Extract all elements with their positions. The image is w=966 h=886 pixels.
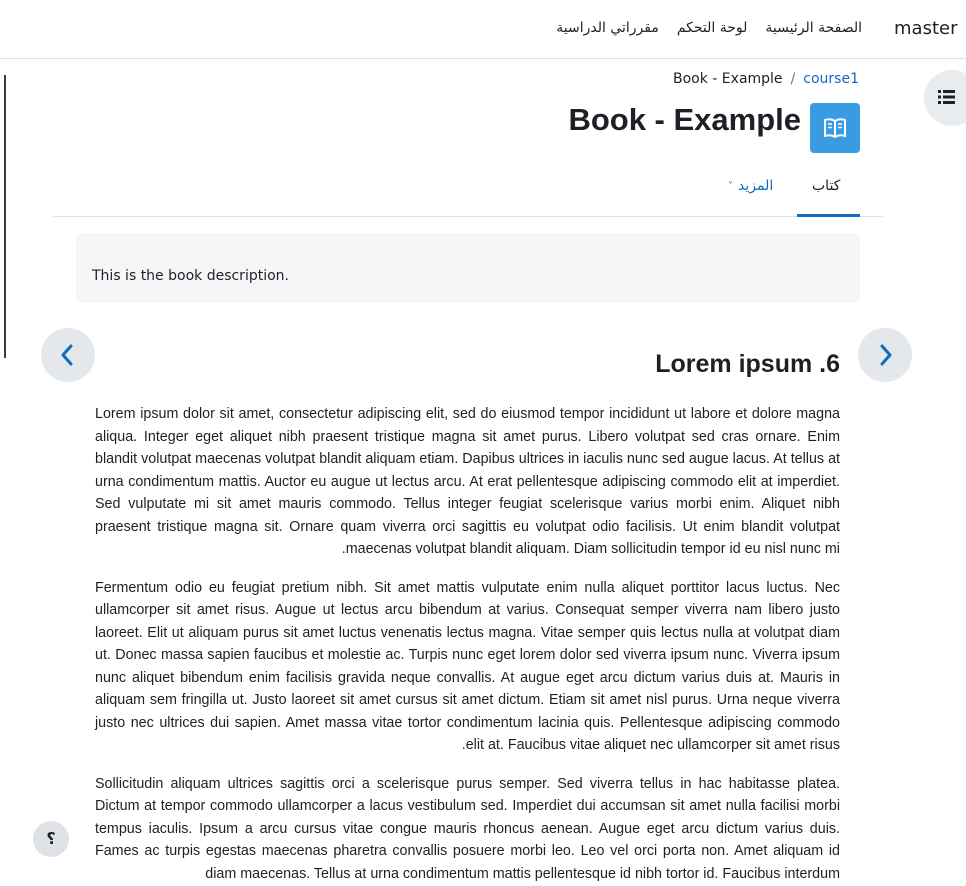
primary-navigation — [556, 20, 862, 36]
book-icon — [822, 116, 848, 140]
activity-icon-container — [810, 103, 860, 153]
page-title: Book - Example — [568, 102, 801, 137]
nav-link-home[interactable]: الصفحة الرئيسية — [765, 20, 862, 36]
chapter-paragraph: Fermentum odio eu feugiat pretium nibh. Sit amet mattis vulputate enim nulla aliquet porttitor lacus luctus. Nec ullamcorper sit amet risus. Augue ut lectus arcu bibendum at varius. Consequat semper viverra nam libero justo laoreet. Elit ut aliquam purus sit amet luctus venenatis lectus magna. Vitae semper quis lectus nulla at volutpat diam ut. Donec massa sapien faucibus et molestie ac. Turpis nunc eget lorem dolor sed viverra ipsum nunc. Viverra ipsum nunc aliquet bibendum enim facilisis gravida neque convallis. At augue eget arcu dictum varius duis at. Mauris in aliquam sem fringilla ut. Justo laoreet sit amet cursus sit amet dictum. Etiam sit amet nisl purus. Urna neque viverra justo nec ultrices dui sapien. Amet massa vitae tortor condimentum lacinia quis. Pellentesque adipiscing commodo elit at. Faucibus vitae aliquet nec ullamcorper sit amet risus. — [95, 579, 840, 753]
activity-description — [76, 233, 860, 303]
left-drawer-edge — [4, 75, 6, 358]
secondary-navigation — [53, 160, 883, 217]
course-index-toggle[interactable] — [924, 70, 966, 126]
chevron-right-icon — [875, 343, 895, 367]
tab-more-label: المزيد — [738, 178, 774, 194]
nav-link-dashboard[interactable]: لوحة التحكم — [676, 20, 748, 36]
tab-book[interactable] — [797, 160, 860, 217]
breadcrumb-current: Book - Example — [673, 71, 783, 87]
chapter-content — [95, 403, 840, 886]
description-text: This is the book description. — [92, 268, 289, 284]
site-brand[interactable]: master — [894, 18, 958, 39]
help-button[interactable]: ؟ — [33, 821, 69, 857]
nav-link-my-courses[interactable]: مقرراتي الدراسية — [556, 20, 659, 36]
chapter-paragraph: Lorem ipsum dolor sit amet, consectetur adipiscing elit, sed do eiusmod tempor incididunt ut labore et dolore magna aliqua. Integer eget aliquet nibh praesent tristique magna sit amet purus. Libero volutpat sed cras ornare. Enim blandit volutpat maecenas volutpat blandit aliquam etiam. Dapibus ultrices in iaculis nunc sed augue lacus. At tellus at urna condimentum mattis. Auctor eu augue ut lectus arcu. At erat pellentesque adipiscing commodo elit at imperdiet. Sed vulputate mi sit amet mauris commodo. Tellus integer feugiat scelerisque varius morbi enim. Aliquet nibh praesent tristique magna sit. Ornare quam viverra orci sagittis eu volutpat odio facilisis. Ut enim blandit volutpat maecenas volutpat blandit aliquam. Diam sollicitudin tempor id eu nisl nunc mi. — [95, 406, 840, 557]
chevron-left-icon — [58, 343, 78, 367]
chapter-paragraph: Sollicitudin aliquam ultrices sagittis orci a scelerisque purus semper. Sed viverra tellus in hac habitasse platea. Dictum at tempor commodo ullamcorper a lacus vestibulum sed. Imperdiet dui accumsan sit amet nulla facilisi morbi tempus iaculis. Ipsum a arcu cursus vitae congue mauris rhoncus aenean. Augue eget arcu dictum varius duis. Fames ac turpis egestas maecenas pharetra convallis posuere morbi leo. Leo vel orci porta non. Amet aliquam id diam maecenas. Tellus at urna condimentum mattis pellentesque id nibh tortor id. Faucibus interdum — [95, 775, 840, 882]
list-icon — [938, 89, 956, 105]
chevron-down-icon: ˅ — [728, 180, 733, 192]
previous-chapter-button[interactable] — [41, 328, 95, 382]
top-navbar — [0, 0, 966, 59]
chapter-title: Lorem ipsum .6 — [655, 350, 840, 378]
next-chapter-button[interactable] — [858, 328, 912, 382]
breadcrumb — [673, 71, 859, 87]
tab-book-label: كتاب — [812, 178, 841, 194]
breadcrumb-course-link[interactable]: course1 — [803, 71, 859, 87]
tab-more[interactable] — [728, 178, 773, 194]
breadcrumb-separator: / — [790, 71, 796, 87]
